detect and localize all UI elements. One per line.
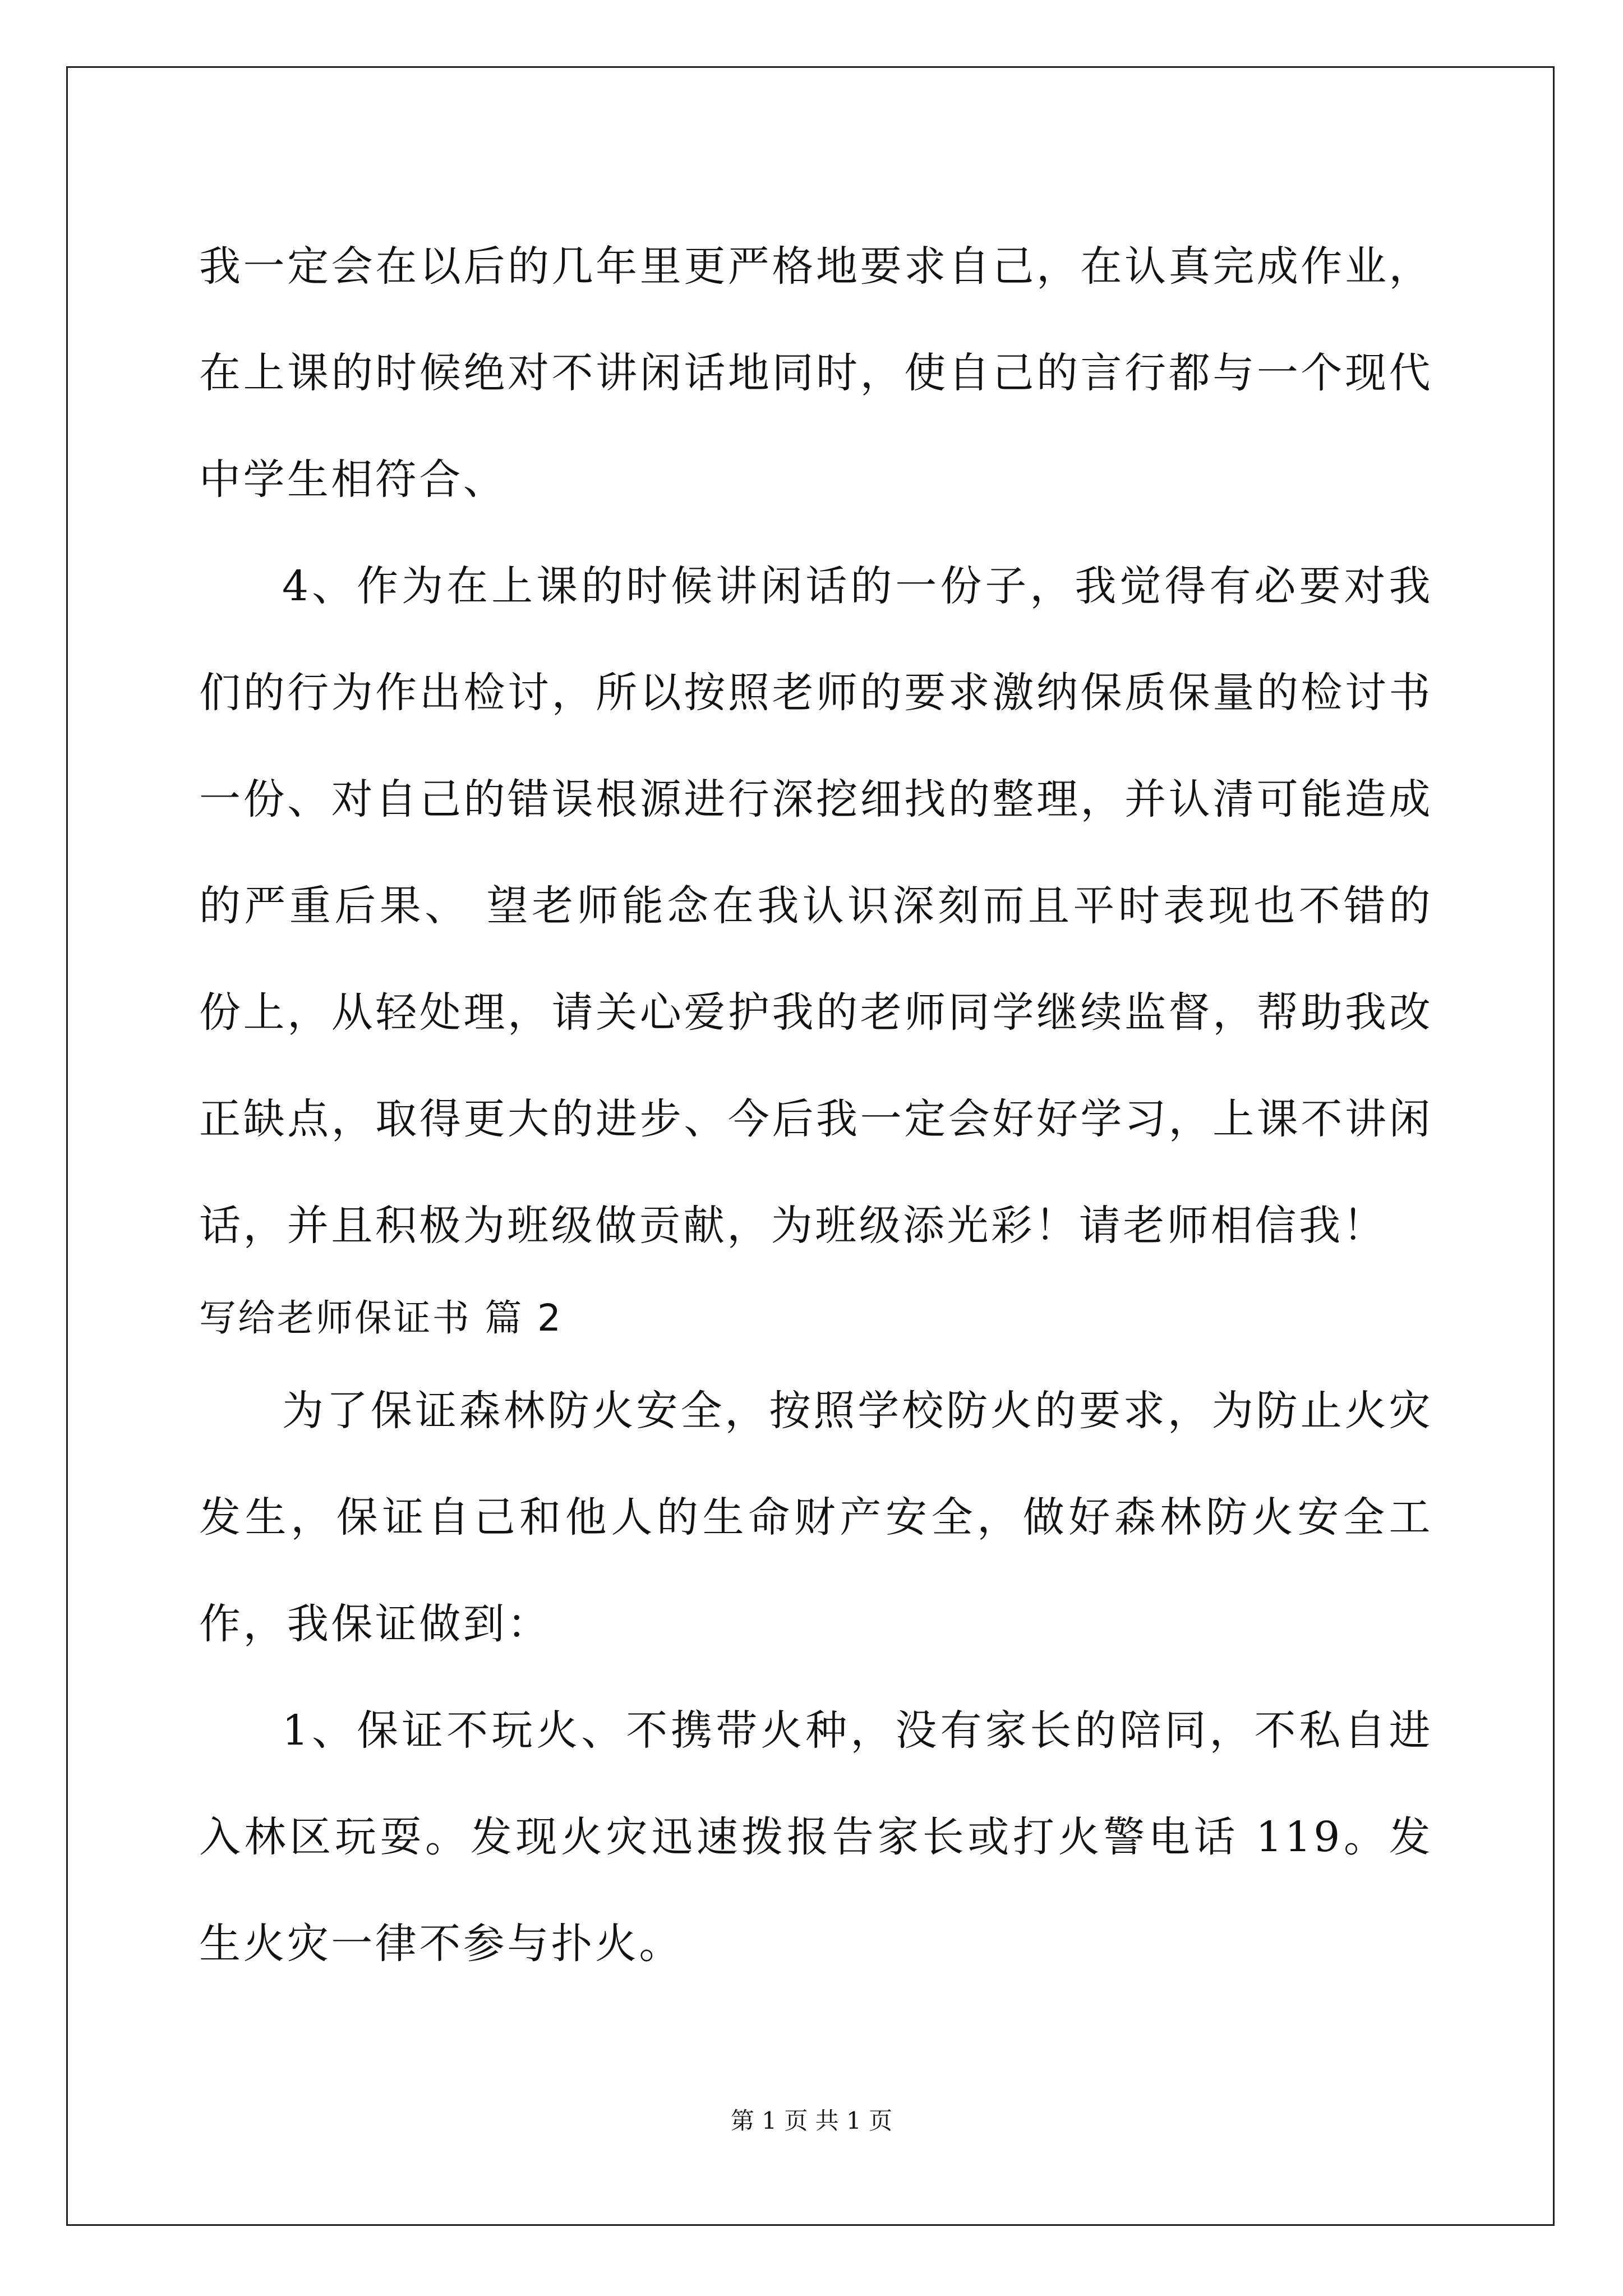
paragraph-4: 1、保证不玩火、不携带火种，没有家长的陪同，不私自进入林区玩耍。发现火灾迅速拨报告家长或打火警电话 119。发生火灾一律不参与扑火。 [199,1706,1433,1968]
section-heading: 写给老师保证书 篇 2 [199,1296,563,1340]
document-body [199,213,1433,1997]
paragraph-1: 我一定会在以后的几年里更严格地要求自己，在认真完成作业，在上课的时候绝对不讲闲话地同时，使自己的言行都与一个现代中学生相符合、 [199,242,1433,504]
paragraph-3: 为了保证森林防火安全，按照学校防火的要求，为防止火灾发生，保证自己和他人的生命财产安全，做好森林防火安全工作，我保证做到： [199,1387,1433,1648]
page-footer: 第 1 页 共 1 页 [730,2107,893,2134]
paragraph-2: 4、作为在上课的时候讲闲话的一份子，我觉得有必要对我们的行为作出检讨，所以按照老师的要求激纳保质保量的检讨书一份、对自己的错误根源进行深挖细找的整理，并认清可能造成的严重后果、 望老师能念在我认识深刻而且平时表现也不错的份上，从轻处理，请关心爱护我的老师同学继续监督，帮助我改正缺点，取得更大的进步、今后我一定会好好学习，上课不讲闲话，并且积极为班级做贡献，为班级添光彩！请老师相信我！ [199,562,1433,1250]
